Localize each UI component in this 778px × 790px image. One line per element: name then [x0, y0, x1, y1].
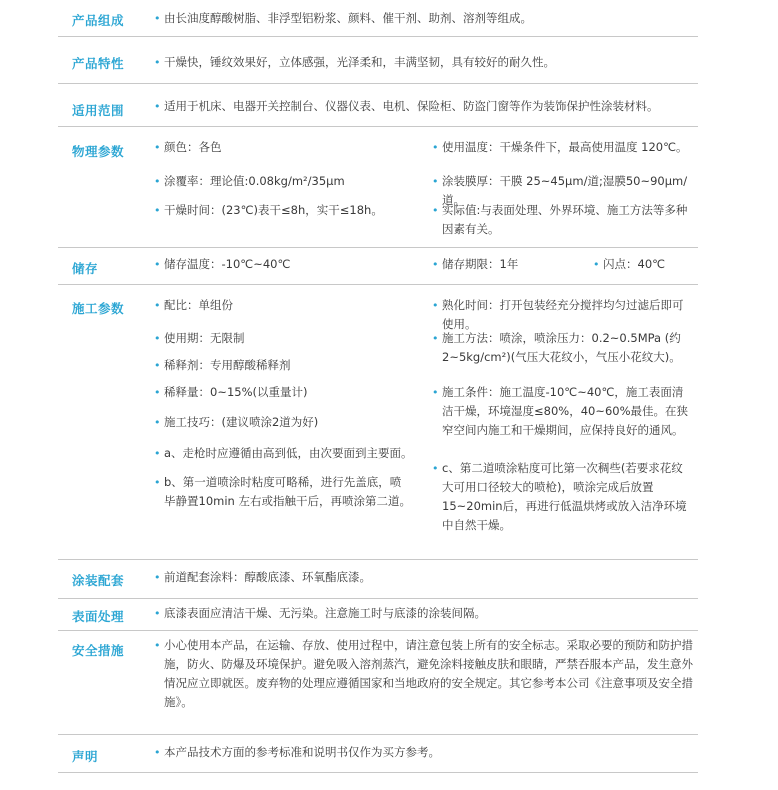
divider [58, 772, 698, 773]
list-item: • 施工技巧：(建议喷涂2道为好) [154, 413, 454, 432]
section-label: 产品特性 [72, 56, 125, 71]
bullet-icon: • [154, 746, 161, 759]
bullet-icon: • [154, 447, 161, 460]
bullet-icon: • [154, 141, 161, 154]
bullet-icon: • [154, 204, 161, 217]
bullet-icon: • [432, 332, 439, 345]
list-item: • 施工条件：施工温度-10℃~40℃，施工表面清洁干燥，环境湿度≤80%，40~60%最佳。在狭窄空间内施工和干燥期间，应保持良好的通风。 [432, 385, 689, 437]
list-item: • 储存期限：1年 [432, 255, 582, 274]
list-item: • 前道配套涂料：醇酸底漆、环氧酯底漆。 [154, 568, 694, 587]
list-item: • 闪点：40℃ [593, 255, 693, 274]
list-item: • 适用于机床、电器开关控制台、仪器仪表、电机、保险柜、防盗门窗等作为装饰保护性涂装材料。 [154, 97, 694, 116]
list-item: • 干燥快，锤纹效果好，立体感强，光泽柔和，丰满坚韧，具有较好的耐久性。 [154, 53, 694, 72]
bullet-icon: • [154, 359, 161, 372]
section-surface [58, 599, 698, 630]
section-safety [58, 631, 698, 734]
list-item: • 小心使用本产品，在运输、存放、使用过程中，请注意包装上所有的安全标志。采取必要的预防和防护措施，防火、防爆及环境保护。避免吸入溶剂蒸汽，避免涂料接触皮肤和眼睛，严禁吞服本产品，发生意外情况应立即就医。废弃物的处理应遵循国家和当地政府的安全规定。其它参考本公司《注意事项及安全措施》。 [154, 638, 693, 709]
section-physical [58, 127, 698, 247]
section-coating [58, 560, 698, 598]
bullet-icon: • [432, 462, 439, 475]
section-construction [58, 285, 698, 559]
section-scope [58, 84, 698, 126]
bullet-icon: • [432, 299, 439, 312]
bullet-icon: • [593, 258, 600, 271]
section-label: 储存 [72, 261, 99, 276]
section-label: 产品组成 [72, 13, 125, 28]
list-item: • 熟化时间：打开包装经充分搅拌均匀过滤后即可使用。 [432, 298, 684, 331]
bullet-icon: • [154, 332, 161, 345]
section-label: 表面处理 [72, 609, 125, 624]
list-item: • 稀释剂：专用醇酸稀释剂 [154, 356, 454, 375]
list-item: • 储存温度：-10℃~40℃ [154, 255, 454, 274]
section-label: 适用范围 [72, 103, 125, 118]
bullet-icon: • [154, 639, 161, 652]
bullet-icon: • [432, 258, 439, 271]
section-label: 涂装配套 [72, 573, 125, 588]
list-item: • 稀释量：0~15%(以重量计) [154, 383, 454, 402]
list-item: • 涂覆率：理论值:0.08kg/m²/35μm [154, 172, 454, 191]
bullet-icon: • [432, 204, 439, 217]
list-item: • 本产品技术方面的参考标准和说明书仅作为买方参考。 [154, 743, 694, 762]
section-statement [58, 735, 698, 772]
bullet-icon: • [154, 571, 161, 584]
bullet-icon: • [154, 12, 161, 25]
bullet-icon: • [432, 141, 439, 154]
bullet-icon: • [154, 476, 161, 489]
list-item: • 施工方法：喷涂，喷涂压力：0.2~0.5MPa (约2~5kg/cm²)(气压大花纹小，气压小花纹大)。 [432, 331, 681, 364]
list-item: • 底漆表面应清洁干燥、无污染。注意施工时与底漆的涂装间隔。 [154, 604, 694, 623]
list-item: • 涂装膜厚：干膜 25~45μm/道;湿膜50~90μm/道。 [432, 174, 688, 207]
bullet-icon: • [154, 299, 161, 312]
bullet-icon: • [154, 56, 161, 69]
section-label: 声明 [72, 749, 99, 764]
section-features [58, 37, 698, 83]
bullet-icon: • [154, 416, 161, 429]
list-item: • 干燥时间：(23℃)表干≤8h，实干≤18h。 [154, 201, 454, 220]
bullet-icon: • [154, 258, 161, 271]
list-item: • c、第二道喷涂粘度可比第一次稠些(若要求花纹大可用口径较大的喷枪)，喷涂完成后放置15~20min后，再进行低温烘烤或放入洁净环境中自然干燥。 [432, 461, 687, 532]
section-label: 安全措施 [72, 643, 125, 658]
list-item: • 由长油度醇酸树脂、非浮型铝粉浆、颜料、催干剂、助剂、溶剂等组成。 [154, 9, 694, 28]
bullet-icon: • [154, 175, 161, 188]
section-label: 物理参数 [72, 144, 125, 159]
list-item: • 实际值:与表面处理、外界环境、施工方法等多种因素有关。 [432, 203, 688, 236]
bullet-icon: • [154, 386, 161, 399]
bullet-icon: • [154, 607, 161, 620]
list-item: • b、第一道喷涂时粘度可略稀，进行先盖底，喷毕静置10min 左右或指触干后，再喷涂第二道。 [154, 475, 411, 508]
list-item: • 使用期：无限制 [154, 329, 454, 348]
bullet-icon: • [432, 175, 439, 188]
section-composition [58, 0, 698, 36]
section-label: 施工参数 [72, 301, 125, 316]
section-storage [58, 248, 698, 284]
list-item: • 使用温度：干燥条件下，最高使用温度 120℃。 [432, 138, 694, 157]
list-item: • 配比：单组份 [154, 296, 454, 315]
bullet-icon: • [154, 100, 161, 113]
bullet-icon: • [432, 386, 439, 399]
list-item: • a、走枪时应遵循由高到低，由次要面到主要面。 [154, 444, 454, 463]
list-item: • 颜色：各色 [154, 138, 454, 157]
